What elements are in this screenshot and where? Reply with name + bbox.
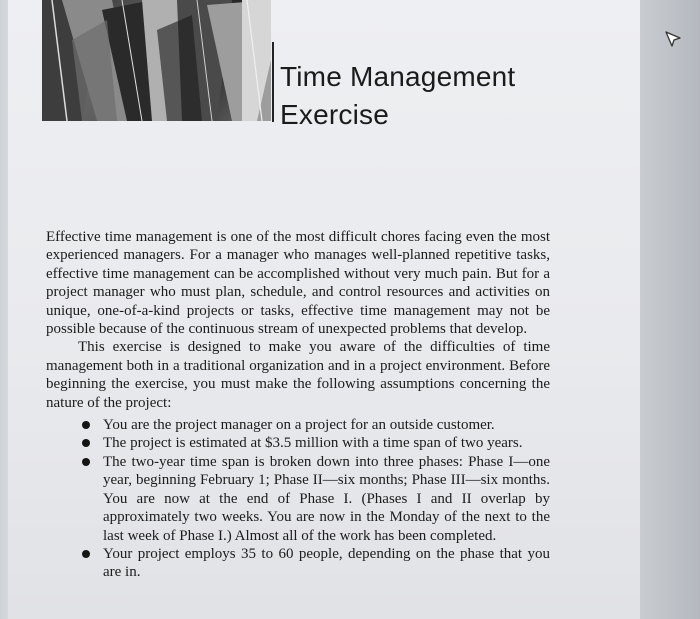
intro-paragraph: Effective time management is one of the most difficult chores facing even the most experienced managers. For a manager who manages well-planned repetitive tasks, effective time management can be accomplished without very much pain. But for a project manager who must plan, schedule, and control resources and activities on unique, one-of-a-kind projects or tasks, effective time management may not be possible because of the continuous stream of unexpected problems that develop.	[46, 229, 550, 338]
bullet-icon	[82, 458, 90, 466]
list-item-text: The project is estimated at $3.5 million with a time span of two years.	[103, 435, 523, 452]
mouse-pointer-icon	[664, 30, 682, 48]
bullet-icon	[82, 421, 90, 429]
list-item	[46, 434, 550, 452]
title-divider	[272, 42, 274, 122]
list-item	[46, 416, 550, 434]
list-item-text: You are the project manager on a project for an outside customer.	[103, 417, 495, 434]
title-line-1: Time Management	[280, 61, 516, 92]
list-item-text: Your project employs 35 to 60 people, depending on the phase that you are in.	[103, 545, 550, 581]
page-title	[280, 58, 515, 134]
body-text	[46, 228, 550, 582]
bullet-icon	[82, 439, 90, 447]
title-line-2: Exercise	[280, 99, 389, 130]
list-item-text: The two-year time span is broken down into three phases: Phase I—one year, beginning February 1; Phase II—six months; Phase III—six months. You are now at the end of Phase I. (Phases I and II overlap by approximately two weeks. You are now in the Monday of the next to the last week of Phase I.) Almost all of the work has been completed.	[103, 453, 550, 544]
assumptions-paragraph: This exercise is designed to make you aware of the difficulties of time management both in a traditional organization and in a project environment. Before beginning the exercise, you must make the following assumptions concerning the nature of the project:	[46, 339, 550, 411]
crystal-graphic	[42, 0, 271, 121]
page-edge-shadow	[640, 0, 700, 619]
assumptions-list	[46, 416, 550, 582]
list-item	[46, 545, 550, 582]
list-item	[46, 453, 550, 545]
chapter-header-image	[42, 0, 271, 121]
bullet-icon	[82, 550, 90, 558]
